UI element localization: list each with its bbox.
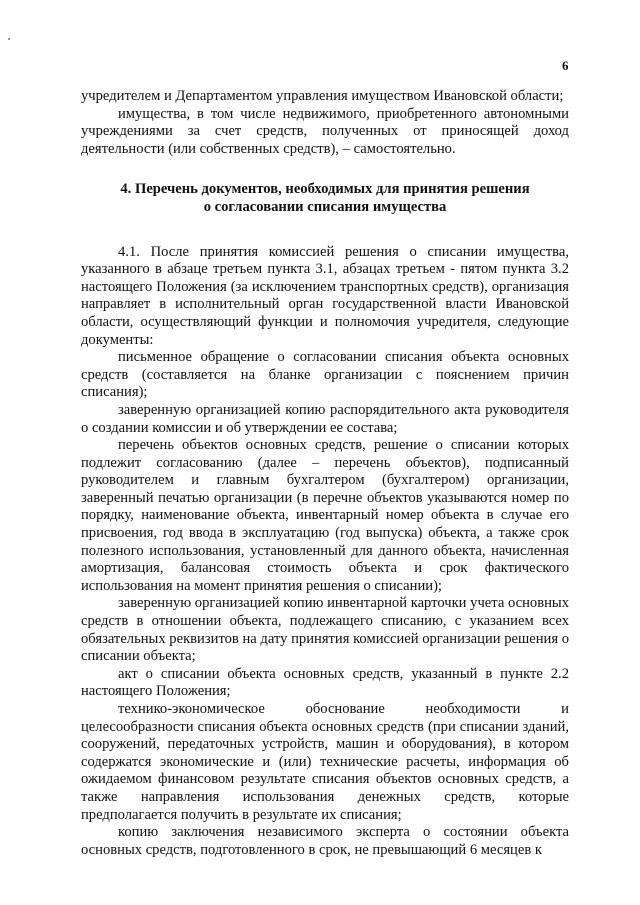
document-body [81,88,569,859]
paragraph-4-1: 4.1. После принятия комиссией решения о списании имущества, указанного в абзаце третьем пункта 3.1, абзацах третьем - пятом пункта 3.2 настоящего Положения (за исключением транспортных средств), организация направляет в исполнительный орган государственной власти Ивановской области, осуществляющий функции и полномочия учредителя, следующие документы: [81,243,569,348]
section-heading [81,181,569,216]
section-heading-line-1: 4. Перечень документов, необходимых для принятия решения [120,181,530,198]
list-item-expert-opinion: копию заключения независимого эксперта о состоянии объекта основных средств, подготовленного в срок, не превышающий 6 месяцев к [81,824,569,858]
scan-artifact-dot [8,38,10,40]
list-item-inventory-card: заверенную организацией копию инвентарной карточки учета основных средств в отношении объекта, подлежащего списанию, с указанием всех обязательных реквизитов на дату принятия комиссией организации решения о списании объекта; [81,595,569,665]
list-item-writeoff-act: акт о списании объекта основных средств, указанный в пункте 2.2 настоящего Положения; [81,665,569,700]
list-item-commission-act: заверенную организацией копию распорядительного акта руководителя о создании комиссии и об утверждении ее состава; [81,401,569,436]
page-number: 6 [562,58,569,73]
paragraph-continuation: учредителем и Департаментом управления имуществом Ивановской области; [81,88,564,104]
section-heading-line-2: о согласовании списания имущества [203,198,447,215]
list-item-feasibility: технико-экономическое обоснование необходимости и целесообразности списания объекта основных средств (при списании зданий, сооружений, передаточных устройств, машин и оборудования), в котором содержатся экономические и (или) технические расчеты, информация об ожидаемом финансовом результате списания объектов основных средств, а также направления использования денежных средств, которые предполагается получить в результате их списания; [81,701,569,823]
paragraph: имущества, в том числе недвижимого, приобретенного автономными учреждениями за счет средств, полученных от приносящей доход деятельности (или собственных средств), – самостоятельно. [81,105,569,157]
list-item-objects-list: перечень объектов основных средств, решение о списании которых подлежит согласованию (далее – перечень объектов), подписанный руководителем и главным бухгалтером (бухгалтером) организации, заверенный печатью организации (в перечне объектов указываются номер по порядку, наименование объекта, инвентарный номер объекта в случае его присвоения, год ввода в эксплуатацию (год выпуска) объекта, а также срок полезного использования, установленный для данного объекта, начисленная амортизация, балансовая стоимость объекта и срок фактического использования на момент принятия решения о списании); [81,437,569,594]
list-item-appeal: письменное обращение о согласовании списания объекта основных средств (составляется на бланке организации с пояснением причин списания); [81,349,569,401]
